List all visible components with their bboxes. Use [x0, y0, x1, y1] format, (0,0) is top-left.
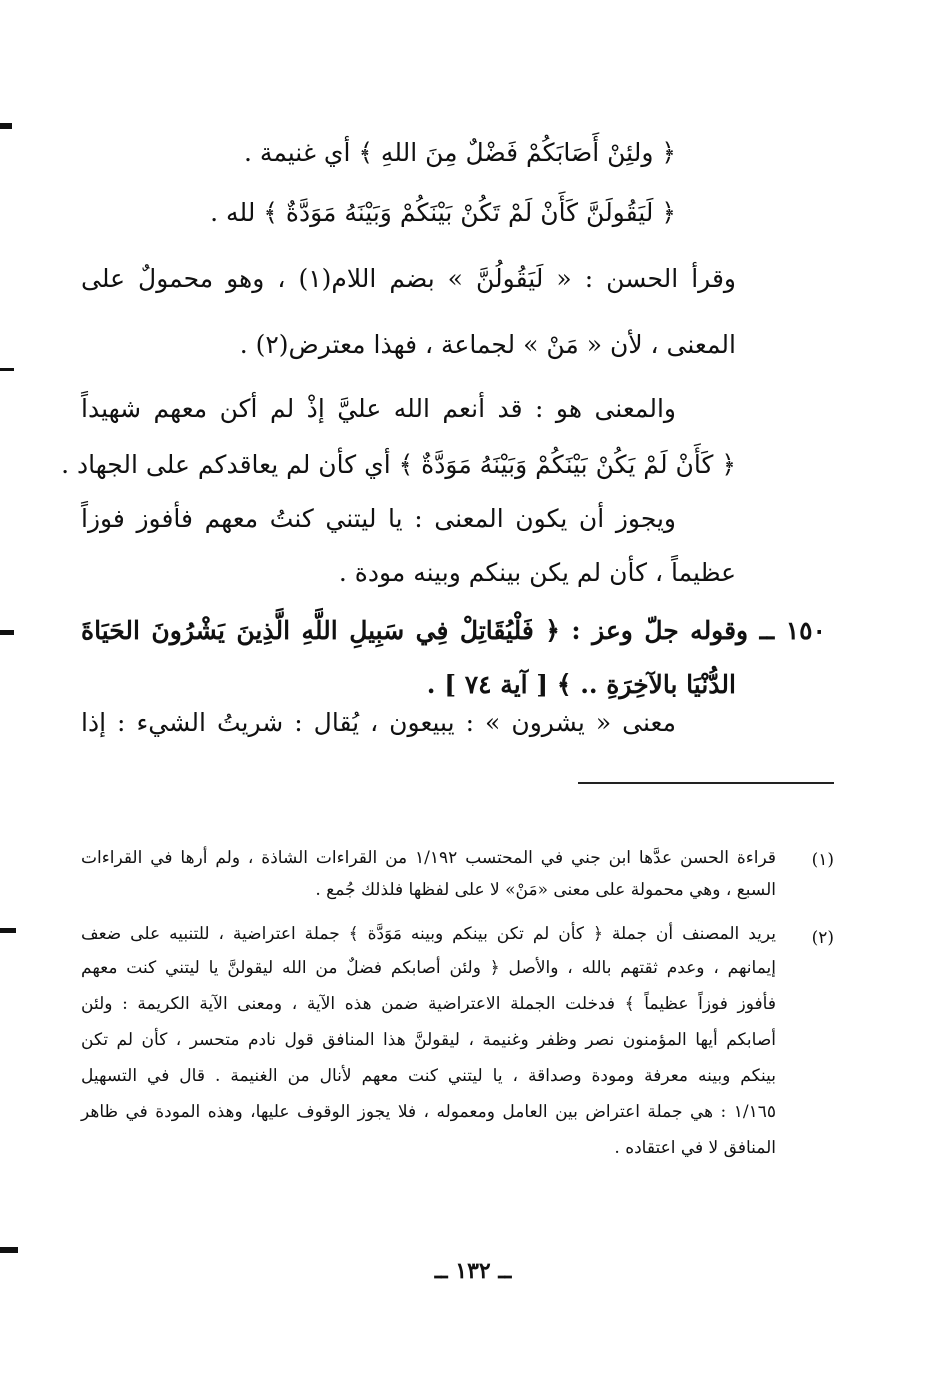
footnote-line: يريد المصنف أن جملة ﴿ كأن لم تكن بينكم وبينه مَوَدَّة ﴾ جملة اعتراضية ، للتنبيه على ضعف: [81, 924, 776, 944]
text-line: معنى « يشرون » : يبيعون ، يُقال : شريتُ الشيء : إذا: [81, 708, 676, 737]
footnote-line: ١/١٦٥ : هي جملة اعتراض بين العامل ومعموله ، فلا يجوز الوقوف عليها، وهذه المودة في ظاهر: [81, 1102, 776, 1122]
text-line: والمعنى هو : قد أنعم الله عليَّ إذْ لم أكن معهم شهيداً: [81, 394, 676, 423]
text-line: ﴿ ولئِنْ أَصَابَكُمْ فَضْلٌ مِنَ اللهِ ﴾ أي غنيمة .: [244, 138, 676, 167]
scan-mark: [0, 123, 12, 129]
text-line: ١٥٠ ــ وقوله جلّ وعز : ﴿ فَلْيُقَاتِلْ فِي سَبِيلِ اللَّهِ الَّذِينَ يَشْرُونَ الحَيَاةَ: [81, 616, 826, 645]
footnote-number: (١): [811, 850, 834, 870]
text-line: الدُّنْيَا بالآخِرَةِ .. ﴾ [ آية ٧٤ ] .: [426, 670, 736, 699]
footnote-line: إيمانهم ، وعدم ثقتهم بالله ، والأصل ﴿ ولئن أصابكم فضلٌ من الله ليقولنَّ يا ليتني كنت معهم: [81, 958, 776, 978]
page-number: ــ ١٣٢ ــ: [434, 1258, 512, 1284]
scan-mark: [0, 630, 14, 635]
text-line: ﴿ كَأَنْ لَمْ يَكُنْ بَيْنَكُمْ وَبَيْنَهُ مَوَدَّةٌ ﴾ أي كأن لم يعاقدكم على الجهاد .: [61, 450, 736, 479]
scan-mark: [0, 368, 14, 371]
text-line: عظيماً ، كأن لم يكن بينكم وبينه مودة .: [338, 558, 736, 587]
scan-mark: [0, 928, 16, 933]
footnote-line: السبع ، وهي محمولة على معنى «مَنْ» لا على لفظها فلذلك جُمع .: [315, 880, 776, 900]
footnote-number: (٢): [811, 928, 834, 948]
footnote-line: أصابكم أيها المؤمنون نصر وظفر وغنيمة ، ليقولنَّ هذا المنافق قول نادم متحسر ، كأن لم تكن: [81, 1030, 776, 1050]
scan-mark: [0, 1247, 18, 1253]
text-line: المعنى ، لأن « مَنْ » لجماعة ، فهذا معترض(٢) .: [239, 330, 736, 359]
text-line: وقرأ الحسن : « لَيَقُولُنَّ » بضم اللام(١) ، وهو محمولٌ على: [81, 264, 737, 293]
footnote-line: بينكم وبينه معرفة ومودة وصداقة ، يا ليتني كنت معهم لأنال من الغنيمة . قال في التسهيل: [81, 1066, 776, 1086]
footnote-line: المنافق لا في اعتقاده .: [614, 1138, 776, 1158]
text-line: ويجوز أن يكون المعنى : يا ليتني كنتُ معهم فأفوز فوزاً: [81, 504, 676, 533]
footnote-line: فأفوز فوزاً عظيماً ﴾ فدخلت الجملة الاعتراضية ضمن هذه الآية ، ومعنى الآية الكريمة : ولئن: [81, 994, 776, 1014]
footnote-divider: [578, 782, 834, 784]
text-line: ﴿ لَيَقُولَنَّ كَأَنْ لَمْ تَكُنْ بَيْنَكُمْ وَبَيْنَهُ مَوَدَّةٌ ﴾ لله .: [210, 198, 676, 227]
footnote-line: قراءة الحسن عدَّها ابن جني في المحتسب ١/١٩٢ من القراءات الشاذة ، ولم أرها في القراءات: [81, 848, 777, 868]
